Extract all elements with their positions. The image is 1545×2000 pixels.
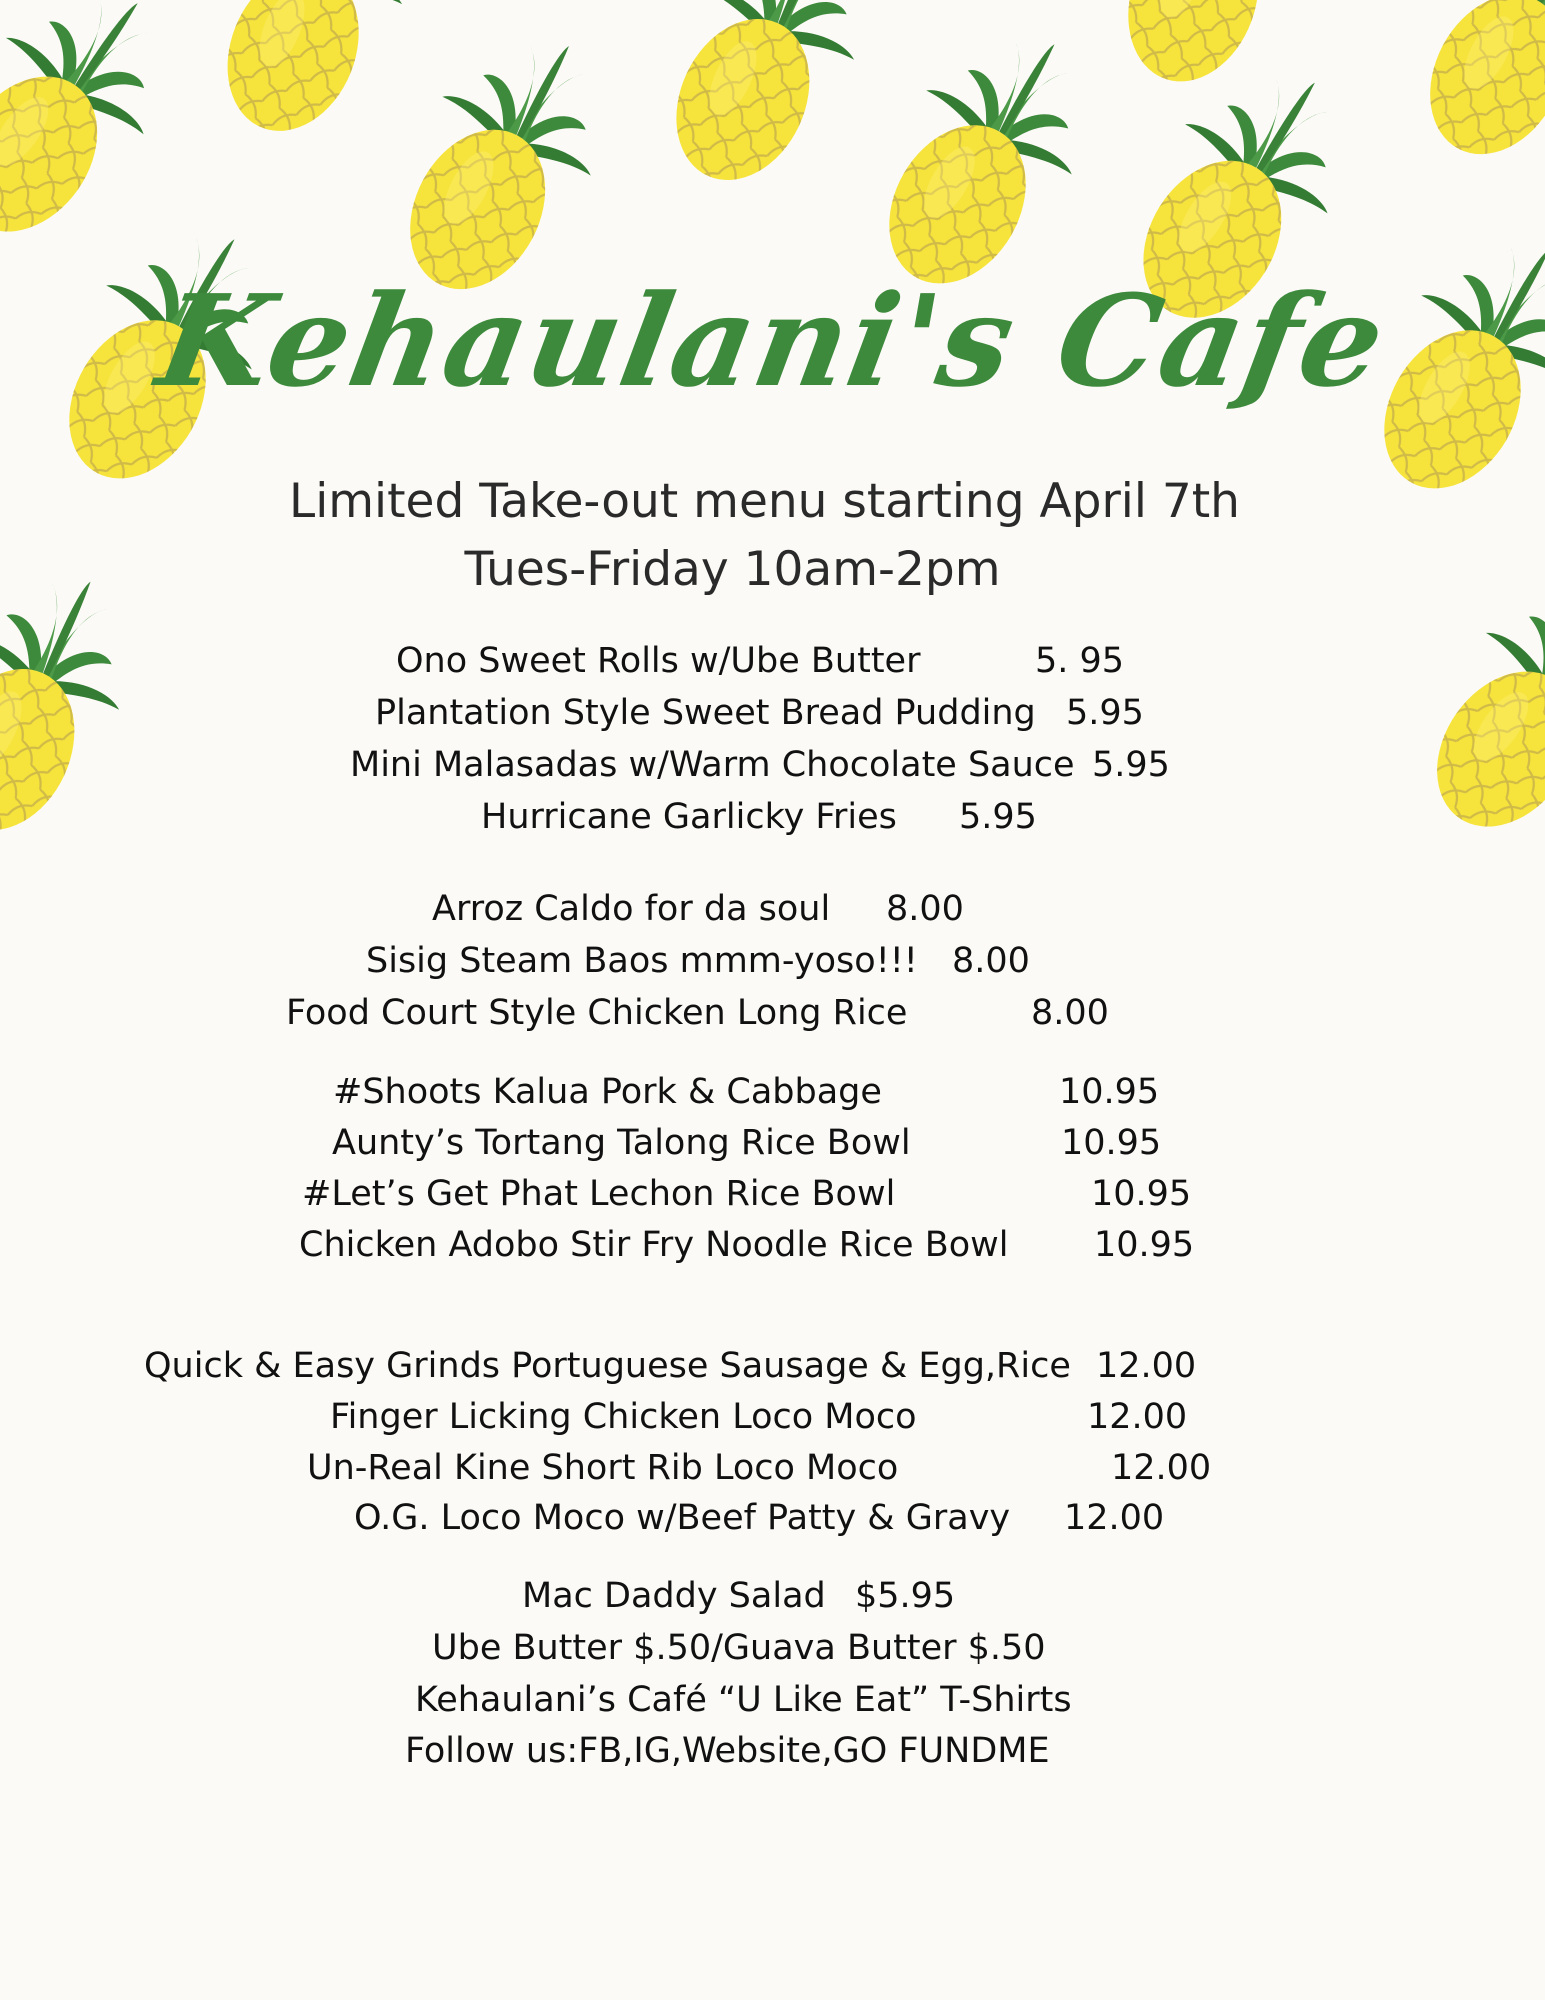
- menu-item: [307, 1448, 898, 1488]
- menu-price: 5.95: [1066, 693, 1144, 733]
- menu-price: 5. 95: [1035, 641, 1125, 681]
- item-name: Chicken Adobo Stir Fry Noodle Rice Bowl: [299, 1225, 1009, 1265]
- menu-price: 10.95: [1091, 1174, 1192, 1214]
- item-name: Quick & Easy Grinds Portuguese Sausage & Egg,Rice: [144, 1346, 1071, 1386]
- menu-price: $5.95: [855, 1576, 956, 1616]
- menu-item: [302, 1174, 895, 1214]
- item-name: Arroz Caldo for da soul: [432, 889, 831, 929]
- social-links: Follow us:FB,IG,Website,GO FUNDME: [405, 1731, 1050, 1771]
- menu-price: 8.00: [1031, 993, 1109, 1033]
- menu-item: [375, 693, 1036, 733]
- pineapple-icon: [1384, 0, 1545, 188]
- menu-item: [299, 1225, 1009, 1265]
- item-name: Sisig Steam Baos mmm-yoso!!!: [366, 941, 918, 981]
- menu-item: [354, 1498, 1010, 1538]
- menu-price: 10.95: [1059, 1072, 1160, 1112]
- item-name: Aunty’s Tortang Talong Rice Bowl: [332, 1123, 911, 1163]
- menu-price: 12.00: [1111, 1448, 1212, 1488]
- menu-price: 5.95: [1092, 745, 1170, 785]
- menu-item: [481, 797, 897, 837]
- hours-text: Tues-Friday 10am-2pm: [464, 542, 1001, 597]
- butter-addons: Ube Butter $.50/Guava Butter $.50: [432, 1628, 1046, 1668]
- item-name: #Let’s Get Phat Lechon Rice Bowl: [302, 1174, 896, 1214]
- pineapple-icon: [1086, 0, 1337, 107]
- tshirt-promo: Kehaulani’s Café “U Like Eat” T-Shirts: [415, 1680, 1072, 1720]
- menu-price: 8.00: [886, 889, 964, 929]
- menu-item: [286, 993, 907, 1033]
- menu-item: [144, 1346, 1071, 1386]
- menu-price: 12.00: [1096, 1346, 1197, 1386]
- item-name: Mac Daddy Salad: [522, 1576, 826, 1616]
- menu-start-date: Limited Take-out menu starting April 7th: [289, 474, 1240, 529]
- menu-price: 12.00: [1064, 1498, 1165, 1538]
- cafe-title: Kehaulani's Cafe: [148, 267, 1397, 415]
- item-name: Un-Real Kine Short Rib Loco Moco: [307, 1448, 899, 1488]
- pineapple-icon: [184, 0, 441, 159]
- item-name: Mini Malasadas w/Warm Chocolate Sauce: [350, 745, 1075, 785]
- menu-item: [333, 1072, 882, 1112]
- menu-item: [332, 1123, 911, 1163]
- item-name: Plantation Style Sweet Bread Pudding: [375, 693, 1036, 733]
- pineapple-icon: [631, 0, 898, 211]
- menu-price: 10.95: [1061, 1123, 1162, 1163]
- menu-item: [396, 641, 920, 681]
- pineapple-icon: [0, 0, 203, 271]
- menu-price: 8.00: [952, 941, 1030, 981]
- item-name: Ono Sweet Rolls w/Ube Butter: [396, 641, 921, 681]
- menu-price: 5.95: [959, 797, 1037, 837]
- menu-item: [350, 745, 1075, 785]
- menu-item: [330, 1397, 917, 1437]
- item-name: #Shoots Kalua Pork & Cabbage: [333, 1072, 882, 1112]
- menu-price: 12.00: [1087, 1397, 1188, 1437]
- menu-item: [522, 1576, 826, 1616]
- item-name: Hurricane Garlicky Fries: [481, 797, 897, 837]
- menu-item: [366, 941, 918, 981]
- item-name: Food Court Style Chicken Long Rice: [286, 993, 908, 1033]
- item-name: O.G. Loco Moco w/Beef Patty & Gravy: [354, 1498, 1011, 1538]
- menu-price: 10.95: [1094, 1225, 1195, 1265]
- menu-item: [432, 889, 830, 929]
- item-name: Finger Licking Chicken Loco Moco: [330, 1397, 917, 1437]
